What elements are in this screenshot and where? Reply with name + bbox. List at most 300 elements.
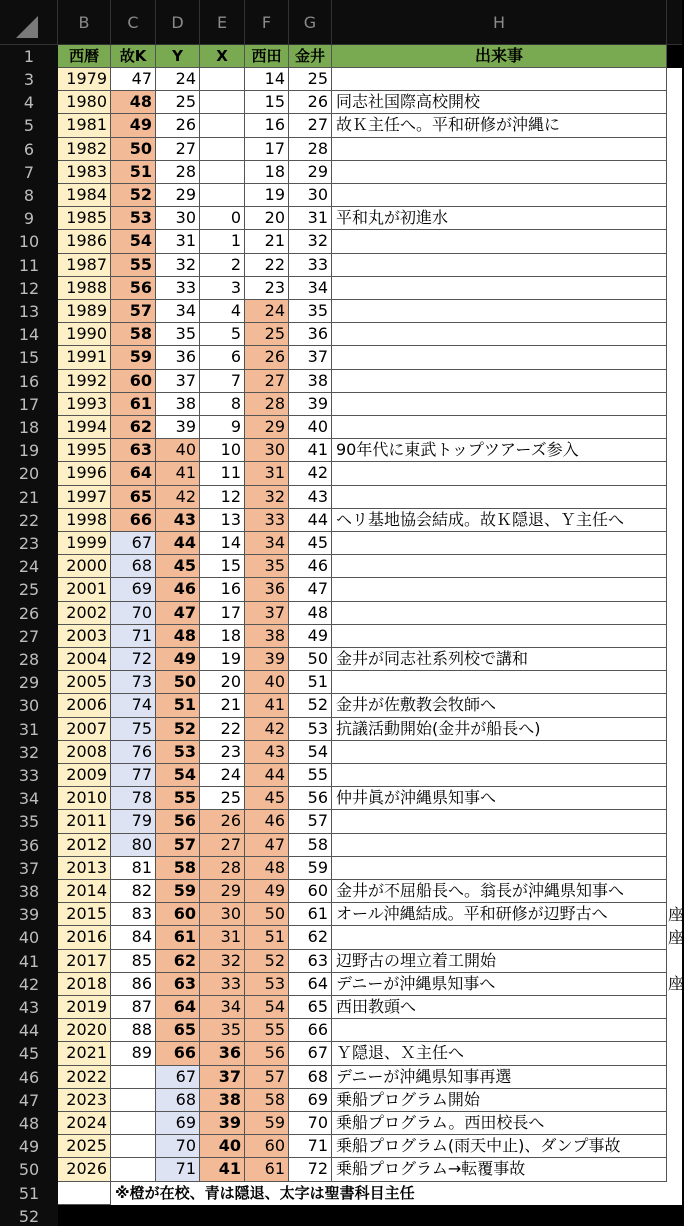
x-age-cell[interactable]: 29: [200, 880, 245, 903]
row-number[interactable]: 10: [0, 230, 58, 253]
kanai-age-cell[interactable]: 41: [289, 439, 332, 462]
y-age-cell[interactable]: 29: [156, 184, 200, 207]
event-cell[interactable]: 辺野古の埋立着工開始: [332, 950, 667, 973]
empty-cell[interactable]: [58, 1182, 111, 1205]
event-cell[interactable]: [332, 857, 667, 880]
event-cell[interactable]: 90年代に東武トップツアーズ参入: [332, 439, 667, 462]
k-age-cell[interactable]: 88: [111, 1019, 156, 1042]
year-cell[interactable]: 2024: [58, 1112, 111, 1135]
year-cell[interactable]: 2001: [58, 578, 111, 601]
k-age-cell[interactable]: 48: [111, 91, 156, 114]
row-number[interactable]: 41: [0, 950, 58, 973]
nishida-age-cell[interactable]: 14: [245, 68, 289, 91]
nishida-age-cell[interactable]: 57: [245, 1066, 289, 1089]
k-age-cell[interactable]: 62: [111, 416, 156, 439]
kanai-age-cell[interactable]: 49: [289, 625, 332, 648]
kanai-age-cell[interactable]: 62: [289, 926, 332, 949]
k-age-cell[interactable]: 82: [111, 880, 156, 903]
nishida-age-cell[interactable]: 22: [245, 254, 289, 277]
year-cell[interactable]: 1993: [58, 393, 111, 416]
k-age-cell[interactable]: 65: [111, 486, 156, 509]
kanai-age-cell[interactable]: 33: [289, 254, 332, 277]
overflow-cell[interactable]: [667, 648, 682, 671]
x-age-cell[interactable]: 5: [200, 323, 245, 346]
x-age-cell[interactable]: 36: [200, 1042, 245, 1065]
x-age-cell[interactable]: 7: [200, 370, 245, 393]
year-cell[interactable]: 2023: [58, 1089, 111, 1112]
row-number[interactable]: 25: [0, 578, 58, 601]
kanai-age-cell[interactable]: 40: [289, 416, 332, 439]
year-cell[interactable]: 1983: [58, 161, 111, 184]
k-age-cell[interactable]: 49: [111, 114, 156, 137]
year-cell[interactable]: 2025: [58, 1135, 111, 1158]
x-age-cell[interactable]: 16: [200, 578, 245, 601]
overflow-cell[interactable]: [667, 741, 682, 764]
overflow-cell[interactable]: [667, 625, 682, 648]
nishida-age-cell[interactable]: 23: [245, 277, 289, 300]
k-age-cell[interactable]: 80: [111, 834, 156, 857]
k-age-cell[interactable]: 79: [111, 810, 156, 833]
x-age-cell[interactable]: 10: [200, 439, 245, 462]
kanai-age-cell[interactable]: 42: [289, 462, 332, 485]
kanai-age-cell[interactable]: 64: [289, 973, 332, 996]
kanai-age-cell[interactable]: 52: [289, 694, 332, 717]
nishida-age-cell[interactable]: 36: [245, 578, 289, 601]
row-number[interactable]: 4: [0, 91, 58, 114]
y-age-cell[interactable]: 48: [156, 625, 200, 648]
year-cell[interactable]: 1994: [58, 416, 111, 439]
k-age-cell[interactable]: 69: [111, 578, 156, 601]
empty-cell[interactable]: [667, 45, 682, 68]
overflow-cell[interactable]: [667, 950, 682, 973]
column-header-h[interactable]: H: [332, 0, 667, 45]
nishida-age-cell[interactable]: 54: [245, 996, 289, 1019]
event-cell[interactable]: 仲井眞が沖縄県知事へ: [332, 787, 667, 810]
column-header-f[interactable]: F: [245, 0, 289, 45]
year-cell[interactable]: 2026: [58, 1158, 111, 1181]
kanai-age-cell[interactable]: 35: [289, 300, 332, 323]
x-age-cell[interactable]: 8: [200, 393, 245, 416]
kanai-age-cell[interactable]: 29: [289, 161, 332, 184]
row-number[interactable]: 33: [0, 764, 58, 787]
nishida-age-cell[interactable]: 50: [245, 903, 289, 926]
overflow-cell[interactable]: 座: [667, 973, 682, 996]
k-age-cell[interactable]: 61: [111, 393, 156, 416]
kanai-age-cell[interactable]: 63: [289, 950, 332, 973]
kanai-age-cell[interactable]: 37: [289, 346, 332, 369]
x-age-cell[interactable]: [200, 184, 245, 207]
x-age-cell[interactable]: 4: [200, 300, 245, 323]
row-number[interactable]: 1: [0, 45, 58, 68]
x-age-cell[interactable]: 14: [200, 532, 245, 555]
nishida-age-cell[interactable]: 33: [245, 509, 289, 532]
k-age-cell[interactable]: 77: [111, 764, 156, 787]
column-title-g[interactable]: 金井: [289, 45, 332, 68]
event-cell[interactable]: [332, 671, 667, 694]
year-cell[interactable]: 2012: [58, 834, 111, 857]
y-age-cell[interactable]: 43: [156, 509, 200, 532]
row-number[interactable]: 7: [0, 161, 58, 184]
k-age-cell[interactable]: 64: [111, 462, 156, 485]
x-age-cell[interactable]: 19: [200, 648, 245, 671]
row-number[interactable]: 23: [0, 532, 58, 555]
kanai-age-cell[interactable]: 46: [289, 555, 332, 578]
column-title-e[interactable]: X: [200, 45, 245, 68]
nishida-age-cell[interactable]: 15: [245, 91, 289, 114]
x-age-cell[interactable]: 41: [200, 1158, 245, 1181]
x-age-cell[interactable]: 32: [200, 950, 245, 973]
x-age-cell[interactable]: 33: [200, 973, 245, 996]
column-title-h[interactable]: 出来事: [332, 45, 667, 68]
event-cell[interactable]: [332, 602, 667, 625]
year-cell[interactable]: 1990: [58, 323, 111, 346]
x-age-cell[interactable]: 1: [200, 230, 245, 253]
row-number[interactable]: 14: [0, 323, 58, 346]
kanai-age-cell[interactable]: 28: [289, 138, 332, 161]
year-cell[interactable]: 2018: [58, 973, 111, 996]
overflow-cell[interactable]: [667, 416, 682, 439]
k-age-cell[interactable]: 51: [111, 161, 156, 184]
row-number[interactable]: 21: [0, 486, 58, 509]
y-age-cell[interactable]: 58: [156, 857, 200, 880]
y-age-cell[interactable]: 33: [156, 277, 200, 300]
row-number[interactable]: 46: [0, 1066, 58, 1089]
y-age-cell[interactable]: 31: [156, 230, 200, 253]
y-age-cell[interactable]: 66: [156, 1042, 200, 1065]
overflow-cell[interactable]: [667, 718, 682, 741]
k-age-cell[interactable]: 81: [111, 857, 156, 880]
kanai-age-cell[interactable]: 27: [289, 114, 332, 137]
nishida-age-cell[interactable]: 61: [245, 1158, 289, 1181]
year-cell[interactable]: 2006: [58, 694, 111, 717]
x-age-cell[interactable]: 11: [200, 462, 245, 485]
year-cell[interactable]: 1989: [58, 300, 111, 323]
overflow-cell[interactable]: [667, 277, 682, 300]
overflow-cell[interactable]: [667, 207, 682, 230]
k-age-cell[interactable]: 63: [111, 439, 156, 462]
kanai-age-cell[interactable]: 68: [289, 1066, 332, 1089]
row-number[interactable]: 32: [0, 741, 58, 764]
overflow-cell[interactable]: [667, 1042, 682, 1065]
y-age-cell[interactable]: 40: [156, 439, 200, 462]
overflow-cell[interactable]: [667, 996, 682, 1019]
year-cell[interactable]: 1992: [58, 370, 111, 393]
kanai-age-cell[interactable]: 26: [289, 91, 332, 114]
k-age-cell[interactable]: [111, 1112, 156, 1135]
kanai-age-cell[interactable]: 45: [289, 532, 332, 555]
year-cell[interactable]: 2022: [58, 1066, 111, 1089]
k-age-cell[interactable]: 71: [111, 625, 156, 648]
y-age-cell[interactable]: 35: [156, 323, 200, 346]
year-cell[interactable]: 2000: [58, 555, 111, 578]
k-age-cell[interactable]: [111, 1089, 156, 1112]
row-number[interactable]: 15: [0, 346, 58, 369]
year-cell[interactable]: 1997: [58, 486, 111, 509]
row-number[interactable]: 37: [0, 857, 58, 880]
event-cell[interactable]: [332, 68, 667, 91]
y-age-cell[interactable]: 67: [156, 1066, 200, 1089]
overflow-cell[interactable]: [667, 184, 682, 207]
year-cell[interactable]: 2014: [58, 880, 111, 903]
y-age-cell[interactable]: 46: [156, 578, 200, 601]
event-cell[interactable]: 抗議活動開始(金井が船長へ): [332, 718, 667, 741]
k-age-cell[interactable]: 59: [111, 346, 156, 369]
x-age-cell[interactable]: 39: [200, 1112, 245, 1135]
kanai-age-cell[interactable]: 67: [289, 1042, 332, 1065]
nishida-age-cell[interactable]: 42: [245, 718, 289, 741]
event-cell[interactable]: [332, 393, 667, 416]
row-number[interactable]: 44: [0, 1019, 58, 1042]
event-cell[interactable]: [332, 462, 667, 485]
kanai-age-cell[interactable]: 72: [289, 1158, 332, 1181]
y-age-cell[interactable]: 65: [156, 1019, 200, 1042]
event-cell[interactable]: [332, 184, 667, 207]
k-age-cell[interactable]: 68: [111, 555, 156, 578]
k-age-cell[interactable]: [111, 1158, 156, 1181]
year-cell[interactable]: 1981: [58, 114, 111, 137]
kanai-age-cell[interactable]: 50: [289, 648, 332, 671]
row-number[interactable]: 30: [0, 694, 58, 717]
y-age-cell[interactable]: 63: [156, 973, 200, 996]
nishida-age-cell[interactable]: 40: [245, 671, 289, 694]
x-age-cell[interactable]: 26: [200, 810, 245, 833]
overflow-cell[interactable]: [667, 393, 682, 416]
row-number[interactable]: 47: [0, 1089, 58, 1112]
overflow-cell[interactable]: [667, 161, 682, 184]
overflow-cell[interactable]: [667, 91, 682, 114]
nishida-age-cell[interactable]: 24: [245, 300, 289, 323]
event-cell[interactable]: 故Ｋ主任へ。平和研修が沖縄に: [332, 114, 667, 137]
overflow-cell[interactable]: [667, 462, 682, 485]
year-cell[interactable]: 2013: [58, 857, 111, 880]
y-age-cell[interactable]: 56: [156, 810, 200, 833]
row-number[interactable]: 49: [0, 1135, 58, 1158]
overflow-cell[interactable]: [667, 323, 682, 346]
event-cell[interactable]: [332, 741, 667, 764]
event-cell[interactable]: [332, 277, 667, 300]
row-number[interactable]: 29: [0, 671, 58, 694]
kanai-age-cell[interactable]: 61: [289, 903, 332, 926]
y-age-cell[interactable]: 30: [156, 207, 200, 230]
year-cell[interactable]: 2021: [58, 1042, 111, 1065]
row-number[interactable]: 18: [0, 416, 58, 439]
nishida-age-cell[interactable]: 31: [245, 462, 289, 485]
event-cell[interactable]: [332, 555, 667, 578]
nishida-age-cell[interactable]: 21: [245, 230, 289, 253]
kanai-age-cell[interactable]: 58: [289, 834, 332, 857]
k-age-cell[interactable]: 54: [111, 230, 156, 253]
row-number[interactable]: 11: [0, 254, 58, 277]
kanai-age-cell[interactable]: 51: [289, 671, 332, 694]
k-age-cell[interactable]: 85: [111, 950, 156, 973]
overflow-cell[interactable]: [667, 230, 682, 253]
y-age-cell[interactable]: 49: [156, 648, 200, 671]
event-cell[interactable]: [332, 254, 667, 277]
year-cell[interactable]: 1979: [58, 68, 111, 91]
nishida-age-cell[interactable]: 29: [245, 416, 289, 439]
y-age-cell[interactable]: 39: [156, 416, 200, 439]
overflow-cell[interactable]: [667, 1135, 682, 1158]
event-cell[interactable]: [332, 926, 667, 949]
nishida-age-cell[interactable]: 17: [245, 138, 289, 161]
event-cell[interactable]: [332, 370, 667, 393]
kanai-age-cell[interactable]: 32: [289, 230, 332, 253]
x-age-cell[interactable]: 38: [200, 1089, 245, 1112]
kanai-age-cell[interactable]: 56: [289, 787, 332, 810]
overflow-cell[interactable]: [667, 1019, 682, 1042]
event-cell[interactable]: デニーが沖縄県知事へ: [332, 973, 667, 996]
nishida-age-cell[interactable]: 43: [245, 741, 289, 764]
x-age-cell[interactable]: 17: [200, 602, 245, 625]
k-age-cell[interactable]: 76: [111, 741, 156, 764]
overflow-cell[interactable]: [667, 578, 682, 601]
year-cell[interactable]: 2007: [58, 718, 111, 741]
row-number[interactable]: 9: [0, 207, 58, 230]
y-age-cell[interactable]: 57: [156, 834, 200, 857]
k-age-cell[interactable]: 84: [111, 926, 156, 949]
select-all-triangle-icon[interactable]: [0, 0, 58, 45]
k-age-cell[interactable]: 87: [111, 996, 156, 1019]
kanai-age-cell[interactable]: 38: [289, 370, 332, 393]
y-age-cell[interactable]: 47: [156, 602, 200, 625]
column-title-d[interactable]: Y: [156, 45, 200, 68]
overflow-cell[interactable]: [667, 555, 682, 578]
kanai-age-cell[interactable]: 60: [289, 880, 332, 903]
nishida-age-cell[interactable]: 25: [245, 323, 289, 346]
kanai-age-cell[interactable]: 55: [289, 764, 332, 787]
overflow-cell[interactable]: [667, 834, 682, 857]
y-age-cell[interactable]: 28: [156, 161, 200, 184]
row-number[interactable]: 28: [0, 648, 58, 671]
overflow-cell[interactable]: [667, 1158, 682, 1181]
k-age-cell[interactable]: 53: [111, 207, 156, 230]
year-cell[interactable]: 2017: [58, 950, 111, 973]
k-age-cell[interactable]: 73: [111, 671, 156, 694]
nishida-age-cell[interactable]: 55: [245, 1019, 289, 1042]
event-cell[interactable]: 平和丸が初進水: [332, 207, 667, 230]
row-number[interactable]: 35: [0, 810, 58, 833]
event-cell[interactable]: [332, 834, 667, 857]
kanai-age-cell[interactable]: 54: [289, 741, 332, 764]
nishida-age-cell[interactable]: 26: [245, 346, 289, 369]
x-age-cell[interactable]: 0: [200, 207, 245, 230]
x-age-cell[interactable]: 28: [200, 857, 245, 880]
kanai-age-cell[interactable]: 70: [289, 1112, 332, 1135]
event-cell[interactable]: デニーが沖縄県知事再選: [332, 1066, 667, 1089]
event-cell[interactable]: 乗船プログラム開始: [332, 1089, 667, 1112]
overflow-cell[interactable]: [667, 138, 682, 161]
kanai-age-cell[interactable]: 31: [289, 207, 332, 230]
kanai-age-cell[interactable]: 57: [289, 810, 332, 833]
row-number[interactable]: 5: [0, 114, 58, 137]
y-age-cell[interactable]: 52: [156, 718, 200, 741]
year-cell[interactable]: 2010: [58, 787, 111, 810]
row-number[interactable]: 31: [0, 718, 58, 741]
overflow-cell[interactable]: [667, 532, 682, 555]
overflow-cell[interactable]: [667, 671, 682, 694]
x-age-cell[interactable]: 12: [200, 486, 245, 509]
y-age-cell[interactable]: 51: [156, 694, 200, 717]
overflow-cell[interactable]: [667, 764, 682, 787]
overflow-cell[interactable]: [667, 68, 682, 91]
nishida-age-cell[interactable]: 35: [245, 555, 289, 578]
nishida-age-cell[interactable]: 30: [245, 439, 289, 462]
nishida-age-cell[interactable]: 49: [245, 880, 289, 903]
event-cell[interactable]: [332, 300, 667, 323]
x-age-cell[interactable]: 21: [200, 694, 245, 717]
k-age-cell[interactable]: 86: [111, 973, 156, 996]
year-cell[interactable]: 2009: [58, 764, 111, 787]
y-age-cell[interactable]: 54: [156, 764, 200, 787]
overflow-cell[interactable]: [667, 1112, 682, 1135]
event-cell[interactable]: オール沖縄結成。平和研修が辺野古へ: [332, 903, 667, 926]
kanai-age-cell[interactable]: 53: [289, 718, 332, 741]
x-age-cell[interactable]: 40: [200, 1135, 245, 1158]
x-age-cell[interactable]: 37: [200, 1066, 245, 1089]
x-age-cell[interactable]: 25: [200, 787, 245, 810]
year-cell[interactable]: 2005: [58, 671, 111, 694]
nishida-age-cell[interactable]: 52: [245, 950, 289, 973]
event-cell[interactable]: [332, 532, 667, 555]
row-number[interactable]: 3: [0, 68, 58, 91]
y-age-cell[interactable]: 53: [156, 741, 200, 764]
x-age-cell[interactable]: [200, 114, 245, 137]
overflow-cell[interactable]: [667, 880, 682, 903]
x-age-cell[interactable]: 18: [200, 625, 245, 648]
overflow-cell[interactable]: [667, 1066, 682, 1089]
y-age-cell[interactable]: 44: [156, 532, 200, 555]
x-age-cell[interactable]: 27: [200, 834, 245, 857]
event-cell[interactable]: [332, 578, 667, 601]
kanai-age-cell[interactable]: 48: [289, 602, 332, 625]
event-cell[interactable]: [332, 346, 667, 369]
y-age-cell[interactable]: 69: [156, 1112, 200, 1135]
event-cell[interactable]: [332, 625, 667, 648]
x-age-cell[interactable]: 20: [200, 671, 245, 694]
kanai-age-cell[interactable]: 69: [289, 1089, 332, 1112]
overflow-cell[interactable]: [667, 787, 682, 810]
x-age-cell[interactable]: [200, 68, 245, 91]
nishida-age-cell[interactable]: 60: [245, 1135, 289, 1158]
x-age-cell[interactable]: 23: [200, 741, 245, 764]
row-number[interactable]: 51: [0, 1182, 58, 1205]
k-age-cell[interactable]: 74: [111, 694, 156, 717]
row-number[interactable]: 42: [0, 973, 58, 996]
nishida-age-cell[interactable]: 37: [245, 602, 289, 625]
overflow-cell[interactable]: [667, 694, 682, 717]
year-cell[interactable]: 1991: [58, 346, 111, 369]
overflow-cell[interactable]: 座: [667, 903, 682, 926]
x-age-cell[interactable]: 35: [200, 1019, 245, 1042]
year-cell[interactable]: 2008: [58, 741, 111, 764]
row-number[interactable]: 40: [0, 926, 58, 949]
row-number[interactable]: 17: [0, 393, 58, 416]
row-number[interactable]: 12: [0, 277, 58, 300]
nishida-age-cell[interactable]: 39: [245, 648, 289, 671]
column-title-c[interactable]: 故K: [111, 45, 156, 68]
kanai-age-cell[interactable]: 71: [289, 1135, 332, 1158]
event-cell[interactable]: 乗船プログラム→転覆事故: [332, 1158, 667, 1181]
k-age-cell[interactable]: 60: [111, 370, 156, 393]
k-age-cell[interactable]: 52: [111, 184, 156, 207]
nishida-age-cell[interactable]: 38: [245, 625, 289, 648]
row-number[interactable]: 45: [0, 1042, 58, 1065]
event-cell[interactable]: 乗船プログラム。西田校長へ: [332, 1112, 667, 1135]
year-cell[interactable]: 1995: [58, 439, 111, 462]
year-cell[interactable]: 2003: [58, 625, 111, 648]
row-number[interactable]: 26: [0, 602, 58, 625]
nishida-age-cell[interactable]: 45: [245, 787, 289, 810]
